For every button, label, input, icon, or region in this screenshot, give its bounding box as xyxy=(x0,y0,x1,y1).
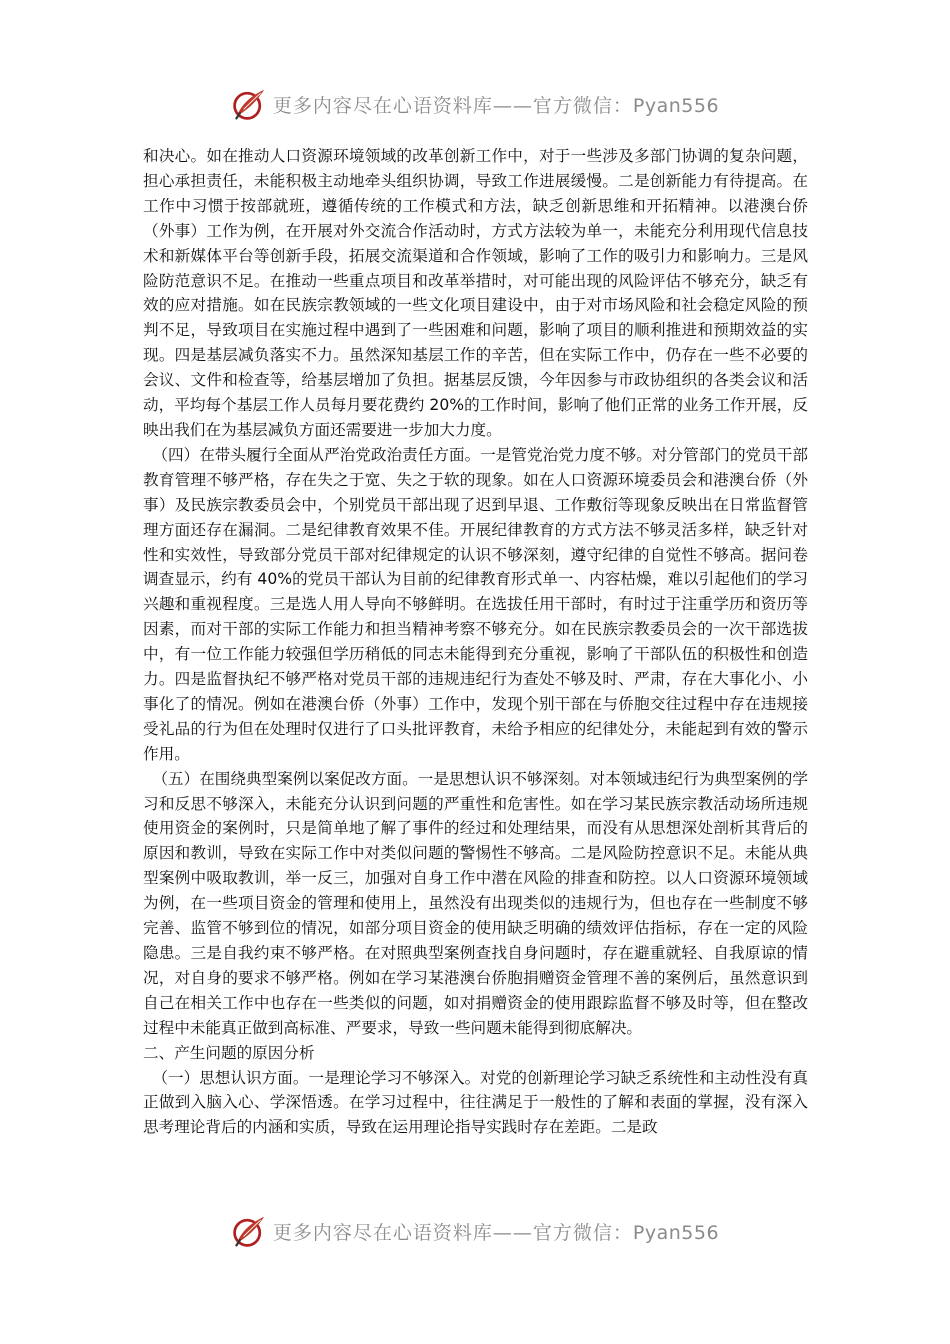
watermark-banner-bottom xyxy=(0,1211,950,1251)
section-heading-cause-analysis: 二、产生问题的原因分析 xyxy=(143,1043,315,1062)
watermark-banner-top xyxy=(0,84,950,124)
document-body xyxy=(143,144,808,1140)
watermark-text xyxy=(273,1218,719,1245)
watermark-text xyxy=(273,91,719,118)
quill-logo-icon xyxy=(231,86,267,122)
paragraph-continuation: 和决心。如在推动人口资源环境领域的改革创新工作中，对于一些涉及多部门协调的复杂问题，担心承担责任，未能积极主动地牵头组织协调，导致工作进展缓慢。二是创新能力有待提高。在工作中习惯于按部就班，遵循传统的工作模式和方法，缺乏创新思维和开拓精神。以港澳台侨（外事）工作为例，在开展对外交流合作活动时，方式方法较为单一，未能充分利用现代信息技术和新媒体平台等创新手段，拓展交流渠道和合作领域，影响了工作的吸引力和影响力。三是风险防范意识不足。在推动一些重点项目和改革举措时，对可能出现的风险评估不够充分，缺乏有效的应对措施。如在民族宗教领域的一些文化项目建设中，由于对市场风险和社会稳定风险的预判不足，导致项目在实施过程中遇到了一些困难和问题，影响了项目的顺利推进和预期效益的实现。四是基层减负落实不力。虽然深知基层工作的辛苦，但在实际工作中，仍存在一些不必要的会议、文件和检查等，给基层增加了负担。据基层反馈，今年因参与市政协组织的各类会议和活动，平均每个基层工作人员每月要花费约 20%的工作时间，影响了他们正常的业务工作开展，反映出我们在为基层减负方面还需要进一步加大力度。 xyxy=(143,147,808,439)
quill-logo-icon xyxy=(231,1213,267,1249)
watermark-slogan: 更多内容尽在心语资料库——官方微信： xyxy=(272,94,633,117)
watermark-wechat-id: Pyan556 xyxy=(632,94,720,117)
watermark-banner-inner xyxy=(231,86,719,122)
watermark-slogan: 更多内容尽在心语资料库——官方微信： xyxy=(272,1221,633,1244)
watermark-wechat-id: Pyan556 xyxy=(632,1221,720,1244)
paragraph-cause-1: （一）思想认识方面。一是理论学习不够深入。对党的创新理论学习缺乏系统性和主动性没有真正做到入脑入心、学深悟透。在学习过程中，往往满足于一般性的了解和表面的掌握，没有深入思考理论背后的内涵和实质，导致在运用理论指导实践时存在差距。二是政 xyxy=(143,1068,808,1137)
paragraph-section-4: （四）在带头履行全面从严治党政治责任方面。一是管党治党力度不够。对分管部门的党员干部教育管理不够严格，存在失之于宽、失之于软的现象。如在人口资源环境委员会和港澳台侨（外事）及民族宗教委员会中，个别党员干部出现了迟到早退、工作敷衍等现象反映出在日常监督管理方面还存在漏洞。二是纪律教育效果不佳。开展纪律教育的方式方法不够灵活多样，缺乏针对性和实效性，导致部分党员干部对纪律规定的认识不够深刻，遵守纪律的自觉性不够高。据问卷调查显示，约有 40%的党员干部认为目前的纪律教育形式单一、内容枯燥，难以引起他们的学习兴趣和重视程度。三是选人用人导向不够鲜明。在选拔任用干部时，有时过于注重学历和资历等因素，而对干部的实际工作能力和担当精神考察不够充分。如在民族宗教委员会的一次干部选拔中，有一位工作能力较强但学历稍低的同志未能得到充分重视，影响了干部队伍的积极性和创造力。四是监督执纪不够严格对党员干部的违规违纪行为查处不够及时、严肃，存在大事化小、小事化了的情况。例如在港澳台侨（外事）工作中，发现个别干部在与侨胞交往过程中存在违规接受礼品的行为但在处理时仅进行了口头批评教育，未给予相应的纪律处分，未能起到有效的警示作用。 xyxy=(143,445,808,763)
watermark-banner-inner xyxy=(231,1213,719,1249)
paragraph-section-5: （五）在围绕典型案例以案促改方面。一是思想认识不够深刻。对本领域违纪行为典型案例的学习和反思不够深入，未能充分认识到问题的严重性和危害性。如在学习某民族宗教活动场所违规使用资金的案例时，只是简单地了解了事件的经过和处理结果，而没有从思想深处剖析其背后的原因和教训，导致在实际工作中对类似问题的警惕性不够高。二是风险防控意识不足。未能从典型案例中吸取教训，举一反三，加强对自身工作中潜在风险的排查和防控。以人口资源环境领域为例，在一些项目资金的管理和使用上，虽然没有出现类似的违规行为，但也存在一些制度不够完善、监管不够到位的情况，如部分项目资金的使用缺乏明确的绩效评估指标，存在一定的风险隐患。三是自我约束不够严格。在对照典型案例查找自身问题时，存在避重就轻、自我原谅的情况，对自身的要求不够严格。例如在学习某港澳台侨胞捐赠资金管理不善的案例后，虽然意识到自己在相关工作中也存在一些类似的问题，如对捐赠资金的使用跟踪监督不够及时等，但在整改过程中未能真正做到高标准、严要求，导致一些问题未能得到彻底解决。 xyxy=(143,769,808,1037)
